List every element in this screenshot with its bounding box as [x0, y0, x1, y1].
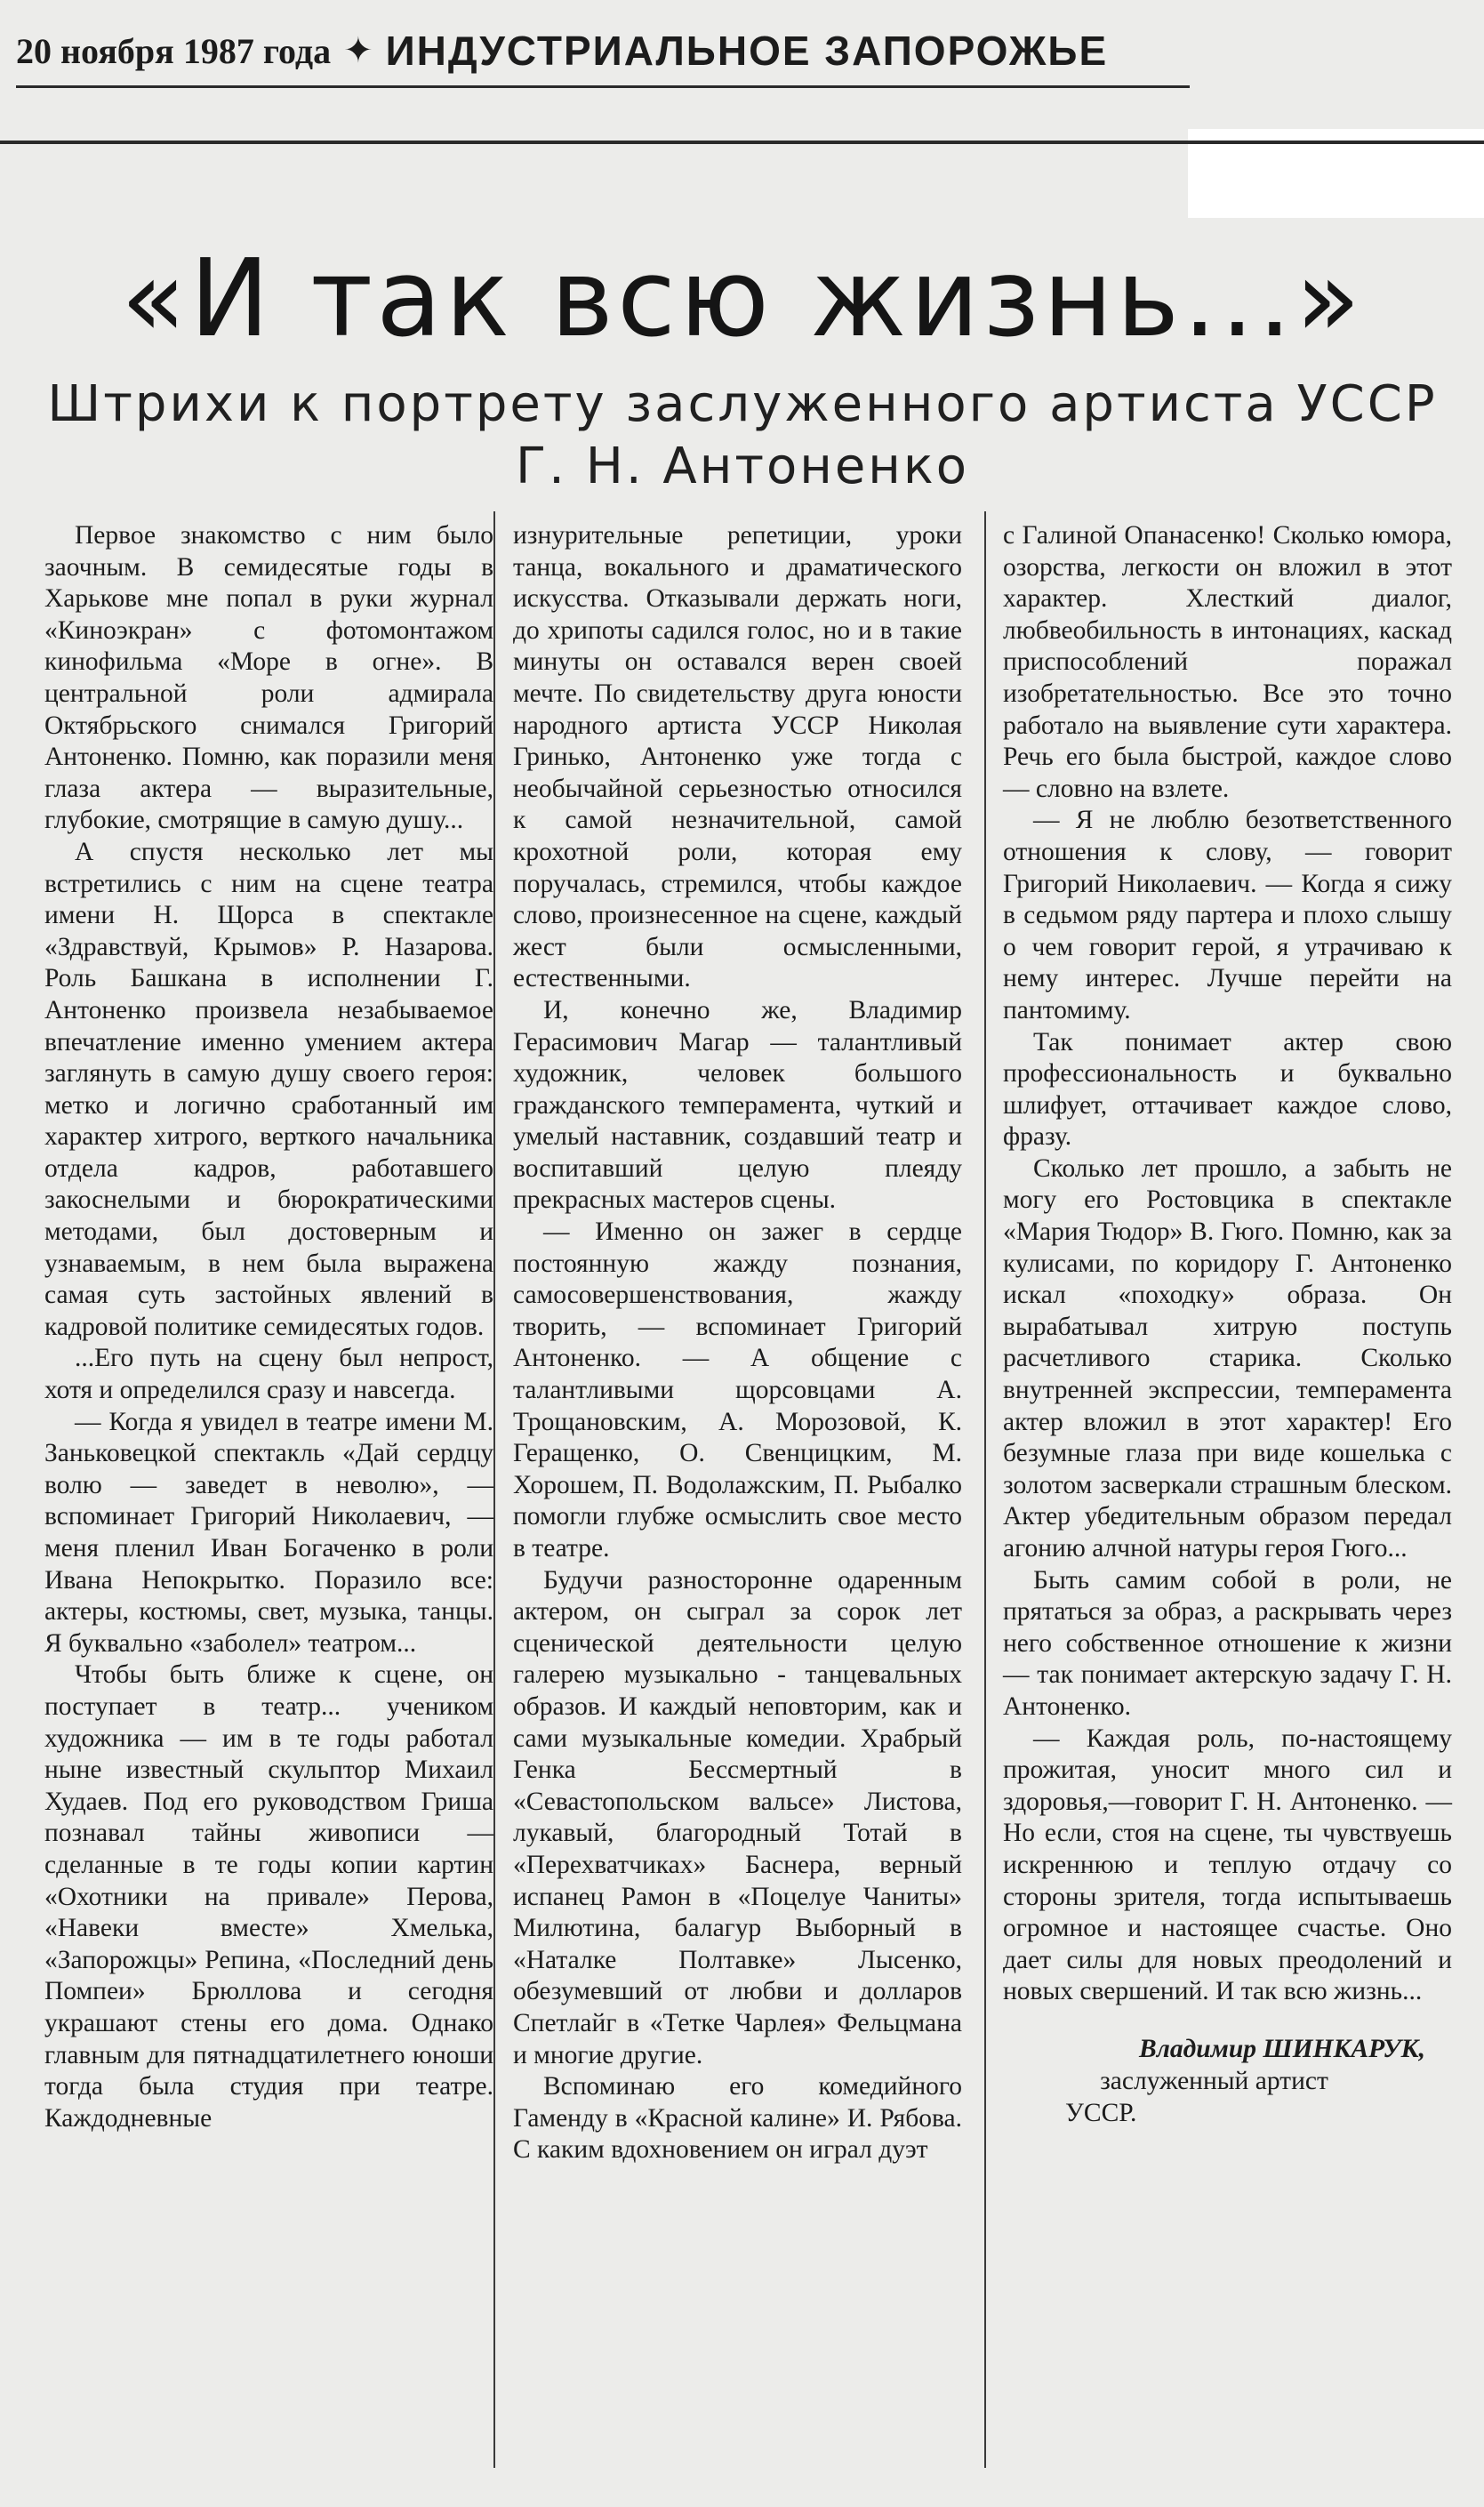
- header-rule: [0, 141, 1484, 144]
- article-column-1: [44, 520, 493, 2134]
- paragraph: ...Его путь на сцену был непрост, хотя и определился сразу и навсегда.: [44, 1344, 493, 1405]
- column-divider-1: [493, 511, 495, 2468]
- paragraph: Быть самим собой в роли, не прятаться за образ, а раскрывать через него собственное отношение к жизни — так понимает актерскую задачу Г. Н. Антоненко.: [1003, 1565, 1452, 1721]
- paragraph: Сколько лет прошло, а забыть не могу его Ростовцика в спектакле «Мария Тюдор» В. Гюго. Помню, как за кулисами, по коридору Г. Антоненко искал «походку» образа. Он вырабатывал хитрую поступь расчетливого старика. Сколько внутренней экспрессии, темперамента актер вложил в этот характер! Его безумные глаза при виде кошелька с золотом засверкали страшным блеском. Актер убедительным образом передал агонию алчной натуры героя Гюго...: [1003, 1153, 1452, 1563]
- subtitle-line-2: Г. Н. Антоненко: [515, 438, 970, 495]
- masthead: [16, 16, 1190, 88]
- newspaper-name: ИНДУСТРИАЛЬНОЕ ЗАПОРОЖЬЕ: [385, 28, 1109, 74]
- article-subtitle: [27, 374, 1458, 498]
- column-divider-2: [984, 511, 986, 2468]
- author-title-2: УССР.: [1065, 2098, 1137, 2127]
- paragraph: Будучи разносторонне одаренным актером, он сыграл за сорок лет сценической деятельности целую галерею музыкально - танцевальных образов. И каждый неповторим, как и сами музыкальные комедии. Храбрый Генка Бессмертный в «Севастопольском вальсе» Листова, лукавый, благородный Тотай в «Перехватчиках» Баснера, верный испанец Рамон в «Поцелуе Чаниты» Милютина, балагур Выборный в «Наталке Полтавке» Лысенко, обезумевший от любви и долларов Спетлайг в «Тетке Чарлея» Фельцмана и многие другие.: [513, 1565, 962, 2069]
- star-icon: ✦: [343, 31, 373, 70]
- author-title-1: заслуженный артист: [1100, 2066, 1328, 2095]
- paragraph: Первое знакомство с ним было заочным. В семидесятые годы в Харькове мне попал в руки журнал «Киноэкран» с фотомонтажом кинофильма «Море в огне». В центральной роли адмирала Октябрьского снимался Григорий Антоненко. Помню, как поразили меня глаза актера — выразительные, глубокие, смотрящие в самую душу...: [44, 521, 493, 835]
- paragraph: с Галиной Опанасенко! Сколько юмора, озорства, легкости он вложил в этот характер. Хлесткий диалог, любвеобильность в интонациях, каскад приспособлений поражал изобретательностью. Все это точно работало на выявление сути характера. Речь его была быстрой, каждое слово — словно на взлете.: [1003, 521, 1452, 803]
- subtitle-line-1: Штрихи к портрету заслуженного артиста УССР: [47, 375, 1438, 433]
- paragraph: — Каждая роль, по-настоящему прожитая, уносит много сил и здоровья,—говорит Г. Н. Антоненко. — Но если, стоя на сцене, ты чувствуешь искреннюю и теплую отдачу со стороны зрителя, тогда испытываешь огромное и настоящее счастье. Оно дает силы для новых преодолений и новых свершений. И так всю жизнь...: [1003, 1724, 1452, 2006]
- article-column-2: [513, 520, 962, 2166]
- paragraph: Чтобы быть ближе к сцене, он поступает в театр... учеником художника — им в те годы работал ныне известный скульптор Михаил Худаев. Под его руководством Гриша познавал тайны живописи — сделанные в те годы копии картин «Охотники на привале» Перова, «Навеки вместе» Хмелька, «Запорожцы» Репина, «Последний день Помпеи» Брюллова и сегодня украшают стены его дома. Однако главным для пятнадцатилетнего юноши тогда была студия при театре. Каждодневные: [44, 1660, 493, 2133]
- article-column-3: [1003, 520, 1452, 2129]
- paragraph: Так понимает актер свою профессиональность и буквально шлифует, оттачивает каждое слово, фразу.: [1003, 1027, 1452, 1152]
- author-name: Владимир ШИНКАРУК,: [1139, 2034, 1425, 2063]
- paragraph: А спустя несколько лет мы встретились с ним на сцене театра имени Н. Щорса в спектакле «Здравствуй, Крымов» Р. Назарова. Роль Башкана в исполнении Г. Антоненко произвела незабываемое впечатление именно умением актера заглянуть в самую душу своего героя: метко и логично сработанный им характер хитрого, верткого начальника отдела кадров, работавшего закоснелыми и бюрократическими методами, был достоверным и узнаваемым, в нем была выражена самая суть застойных явлений в кадровой политике семидесятых годов.: [44, 837, 493, 1341]
- paragraph: изнурительные репетиции, уроки танца, вокального и драматического искусства. Отказывали держать ноги, до хрипоты садился голос, но и в такие минуты он оставался верен своей мечте. По свидетельству друга юности народного артиста УССР Николая Гринько, Антоненко уже тогда с необычайной серьезностью относился к самой незначительной, самой крохотной роли, которая ему поручалась, стремился, чтобы каждое слово, произнесенное на сцене, каждый жест были осмысленными, естественными.: [513, 521, 962, 993]
- paragraph: — Именно он зажег в сердце постоянную жажду познания, самосовершенствования, жажду творить, — вспоминает Григорий Антоненко. — А общение с талантливыми щорсовцами А. Трощановским, А. Морозовой, К. Геращенко, О. Свенцицким, М. Хорошем, П. Водолажским, П. Рыбалко помогли глубже осмыслить свое место в театре.: [513, 1217, 962, 1563]
- paragraph: И, конечно же, Владимир Герасимович Магар — талантливый художник, человек большого гражданского темперамента, чуткий и умелый наставник, создавший театр и воспитавший целую плеяду прекрасных мастеров сцены.: [513, 995, 962, 1215]
- paragraph: — Когда я увидел в театре имени М. Заньковецкой спектакль «Дай сердцу волю — заведет в неволю», — вспоминает Григорий Николаевич, — меня пленил Иван Богаченко в роли Ивана Непокрытко. Поразило все: актеры, костюмы, свет, музыка, танцы. Я буквально «заболел» театром...: [44, 1407, 493, 1658]
- paragraph: — Я не люблю безответственного отношения к слову, — говорит Григорий Николаевич. — Когда я сижу в седьмом ряду партера и плохо слышу о чем говорит герой, я утрачиваю к нему интерес. Лучше перейти на пантомиму.: [1003, 806, 1452, 1024]
- issue-date: 20 ноября 1987 года: [16, 30, 332, 71]
- article-title: «И так всю жизнь...»: [120, 237, 1365, 361]
- author-signature: [1003, 2033, 1452, 2129]
- paragraph: Вспоминаю его комедийного Гаменду в «Красной калине» И. Рябова. С каким вдохновением он играл дуэт: [513, 2072, 962, 2165]
